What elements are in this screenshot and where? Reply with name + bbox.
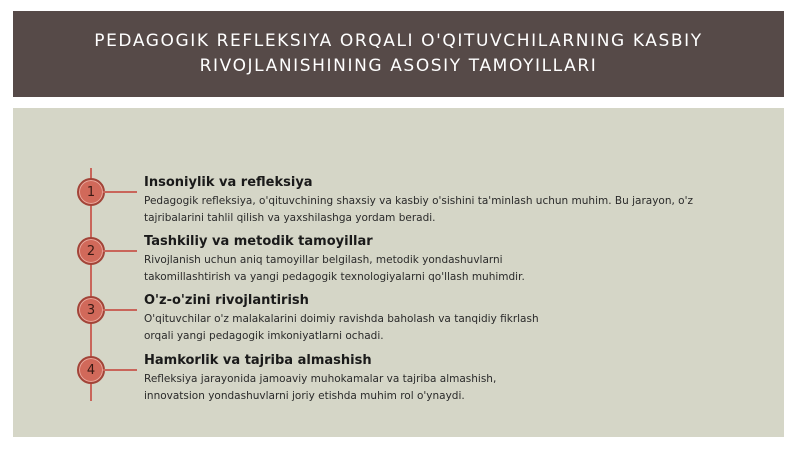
description-line: O'qituvchilar o'z malakalarini doimiy ravishda baholash va tanqidiy fikrlash [144, 313, 539, 325]
description-line: takomillashtirish va yangi pedagogik texnologiyalarni qo'llash muhimdir. [144, 271, 525, 283]
timeline-item-4 [13, 354, 784, 414]
timeline-item-2 [13, 235, 784, 295]
item-description [144, 193, 744, 227]
step-marker-1: 1 [77, 178, 105, 206]
item-description [144, 311, 744, 345]
description-line: Rivojlanish uchun aniq tamoyillar belgilash, metodik yondashuvlarni [144, 254, 503, 266]
item-title: Hamkorlik va tajriba almashish [144, 353, 372, 368]
description-line: Refleksiya jarayonida jamoaviy muhokamalar va tajriba almashish, [144, 373, 497, 385]
connector-tick [103, 369, 137, 371]
connector-tick [103, 191, 137, 193]
timeline-item-1 [13, 176, 784, 236]
slide-title-line-2: RIVOJLANISHINING ASOSIY TAMOYILLARI [199, 56, 598, 76]
step-marker-3: 3 [77, 296, 105, 324]
connector-tick [103, 250, 137, 252]
step-marker-4: 4 [77, 356, 105, 384]
item-title: O'z-o'zini rivojlantirish [144, 293, 309, 308]
item-description [144, 371, 744, 405]
content-panel [13, 108, 784, 437]
description-line: innovatsion yondashuvlarni joriy etishda muhim rol o'ynaydi. [144, 390, 465, 402]
description-line: Pedagogik refleksiya, o'qituvchining shaxsiy va kasbiy o'sishini ta'minlash uchun muhim. Bu jarayon, o'z [144, 195, 693, 207]
item-title: Tashkiliy va metodik tamoyillar [144, 234, 373, 249]
description-line: tajribalarini tahlil qilish va yaxshilashga yordam beradi. [144, 212, 436, 224]
timeline-item-3 [13, 294, 784, 354]
item-description [144, 252, 744, 286]
step-marker-2: 2 [77, 237, 105, 265]
description-line: orqali yangi pedagogik imkoniyatlarni ochadi. [144, 330, 384, 342]
connector-tick [103, 309, 137, 311]
slide-header [13, 11, 784, 97]
slide-title-line-1: PEDAGOGIK REFLEKSIYA ORQALI O'QITUVCHILARNING KASBIY [94, 31, 703, 51]
item-title: Insoniylik va refleksiya [144, 175, 313, 190]
